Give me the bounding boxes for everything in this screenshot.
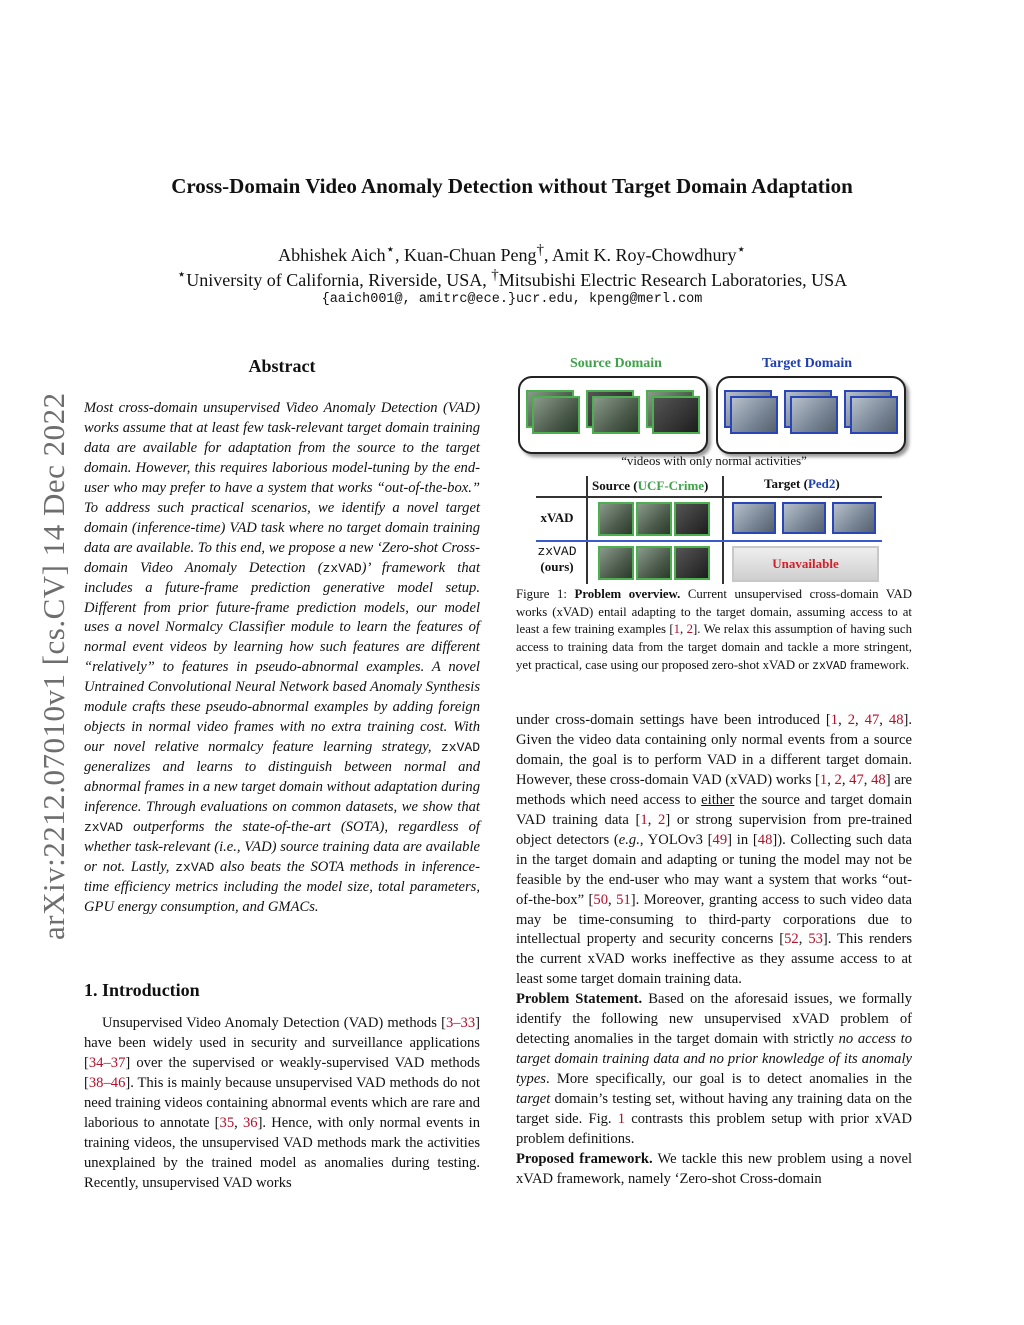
citation-link[interactable]: 48 <box>871 771 886 788</box>
affiliation-text: Mitsubishi Electric Research Laboratories, USA <box>498 270 848 290</box>
body-text: We tackle this new problem using a novel xVAD framework, namely ‘Zero-shot Cross-domain <box>516 1150 912 1187</box>
body-text: ] over the supervised or weakly-supervised VAD methods [ <box>84 1054 480 1091</box>
abstract-text: Most cross-domain unsupervised Video Anomaly Detection (VAD) works assume that at least few task-relevant target domain training data are available for adaptation from the source to the target domain. However, this requires laborious model-tuning by the end-user who may prefer to have a system that works “out-of-the-box.” To address such practical scenarios, we identify a novel target domain (inference-time) VAD task where no target domain training data are available. To this end, we propose a new ‘Zero-shot Cross-domain Video Anomaly Detection ( <box>84 400 480 576</box>
video-clip-thumbnail <box>790 396 838 434</box>
body-text: ]. This is mainly because unsupervised VAD methods do not need training videos containing abnormal events which are rare and laborious to annotate [ <box>84 1074 480 1131</box>
source-domain-panel <box>518 376 708 454</box>
caption-text: Current unsupervised cross-domain VAD works (xVAD) entail adapting to the target domain, assuming access to at least a few training examples [ <box>516 587 912 637</box>
header-text: ) <box>704 478 709 493</box>
body-text: ] are methods which need access to <box>516 771 913 808</box>
arxiv-identifier: arXiv:2212.07010v1 [cs.CV] 14 Dec 2022 <box>36 392 71 940</box>
affiliation-mark: † <box>536 242 544 258</box>
row-label-zxvad <box>532 544 582 575</box>
body-text: , <box>234 1114 243 1131</box>
header-text: ) <box>835 476 840 491</box>
body-text: . More specifically, our goal is to detect anomalies in the <box>546 1071 912 1088</box>
citation-link[interactable]: 52 <box>784 931 799 948</box>
affiliation-mark: ⋆ <box>176 267 187 283</box>
paragraph-heading: Problem Statement. <box>516 991 643 1008</box>
author-emails: {aaich001@, amitrc@ece.}ucr.edu, kpeng@merl.com <box>321 292 703 307</box>
citation-link[interactable]: 1 <box>830 712 839 728</box>
unavailable-badge: Unavailable <box>732 546 879 582</box>
table-divider <box>536 540 882 542</box>
citation-link[interactable]: 48 <box>888 712 904 728</box>
row-sublabel: (ours) <box>540 559 574 574</box>
body-text: domain’s testing set, without having any training data on the target side. Fig. <box>516 1091 912 1128</box>
citation-link[interactable]: 35 <box>219 1114 235 1131</box>
body-text: ] have been widely used in security and surveillance applications [ <box>84 1015 480 1071</box>
source-domain-label: Source Domain <box>570 356 662 371</box>
method-name: zxVAD <box>812 659 847 673</box>
emphasis: no access to target domain training data and no prior knowledge of its anomaly types <box>516 1031 912 1088</box>
author-name: Abhishek Aich <box>278 245 386 265</box>
citation-link[interactable]: 51 <box>616 891 631 908</box>
caption-label: Figure 1: <box>516 587 575 601</box>
citation-link[interactable]: 2 <box>847 712 856 728</box>
citation-link[interactable]: 1 <box>673 622 681 637</box>
abstract-body <box>84 399 480 918</box>
video-clip-thumbnail <box>732 502 776 534</box>
column-header-source <box>592 478 708 494</box>
right-column-body <box>516 711 912 1190</box>
video-clip-thumbnail <box>598 546 634 580</box>
video-clip-thumbnail <box>674 546 710 580</box>
citation-link[interactable]: 1 <box>819 771 828 788</box>
body-text: ] in [ <box>727 831 758 848</box>
method-name: zxVAD <box>440 740 480 756</box>
video-clip-thumbnail <box>598 502 634 536</box>
citation-link[interactable]: 49 <box>712 831 728 848</box>
header-text: Source ( <box>592 478 638 493</box>
citation-link[interactable]: 50 <box>593 891 609 908</box>
body-text: , YOLOv3 [ <box>639 831 713 848</box>
video-clip-thumbnail <box>652 396 700 434</box>
citation-link[interactable]: 1 <box>640 811 648 828</box>
affiliation-text: University of California, Riverside, USA, <box>186 270 492 290</box>
body-text: ] or strong supervision from pre-trained object detectors ( <box>516 811 912 848</box>
body-text: Based on the aforesaid issues, we formally identify the following new unsupervised xVAD problem of detecting anomalies in the target domain with strictly <box>516 991 913 1048</box>
video-clip-thumbnail <box>532 396 580 434</box>
paragraph <box>516 1150 912 1190</box>
method-name: zxVAD <box>322 560 362 576</box>
affiliations <box>0 265 1024 291</box>
video-clip-thumbnail <box>782 502 826 534</box>
body-text: ]). Collecting such data in the target domain and adapting or tuning the model may not be feasible by the end-user who may want a system that works “out-of-the-box” [ <box>516 831 912 908</box>
caption-title: Problem overview. <box>574 587 681 601</box>
dataset-name: UCF-Crime <box>637 478 705 493</box>
table-divider <box>536 496 882 498</box>
video-clip-thumbnail <box>636 502 672 536</box>
body-text: under cross-domain settings have been introduced [ <box>516 712 831 728</box>
paragraph <box>516 990 912 1150</box>
emphasis: target <box>516 1091 551 1108</box>
section-heading-introduction: 1. Introduction <box>84 980 200 1000</box>
video-clip-thumbnail <box>832 502 876 534</box>
author-list <box>0 240 1024 266</box>
table-divider <box>586 476 588 584</box>
citation-link[interactable]: 48 <box>757 831 773 848</box>
citation-link[interactable]: 53 <box>808 931 823 948</box>
video-clip-thumbnail <box>592 396 640 434</box>
abstract-text: outperforms the state-of-the-art (SOTA), regardless of whether task-relevant (i.e., VAD) source training data are available or not. Lastly, <box>84 819 480 875</box>
caption-text: ]. We relax this assumption of having such access to training data from the target domain and tackle a more stringent, yet practical, case using our proposed zero-shot xVAD or <box>516 622 912 672</box>
introduction-body <box>84 1014 480 1194</box>
method-name: zxVAD <box>84 820 124 836</box>
paper-title: Cross-Domain Video Anomaly Detection without Target Domain Adaptation <box>171 174 853 198</box>
caption-text: , <box>680 622 687 637</box>
target-domain-panel <box>716 376 906 454</box>
citation-link[interactable]: 34–37 <box>88 1054 126 1071</box>
paragraph: under cross-domain settings have been introduced [1, 2, 47, 48]. Given the video data containing only normal events from a source domain, the goal is to perform VAD in a different target domain. However, these cross-domain VAD (xVAD) works [1, 2, 47, 48] are methods which need access to either the source and target domain VAD training data [1, 2] or strong supervision from pre-trained object detectors (e.g., YOLOv3 [49] in [48]). Collecting such data in the target domain and adapting or tuning the model may not be feasible by the end-user who may want a system that works “out-of-the-box” [50, 51]. Moreover, granting access to such video data may be time-consuming to third-party corporations due to intellectual property and security concerns [52, 53]. This renders the current xVAD works ineffective as they assume access to at least some target domain training data. <box>516 712 913 988</box>
author-name: , Kuan-Chuan Peng <box>395 245 537 265</box>
video-clip-thumbnail <box>674 502 710 536</box>
caption-text: framework. <box>846 657 910 672</box>
paragraph-heading: Proposed framework. <box>516 1150 653 1167</box>
body-text: contrasts this problem setup with prior xVAD problem definitions. <box>516 1111 912 1148</box>
dataset-name: Ped2 <box>807 476 836 491</box>
header-text: Target ( <box>764 476 808 491</box>
column-header-target <box>764 476 840 492</box>
method-name: zxVAD <box>537 544 577 559</box>
abstract-text: )’ framework that includes a future-frame prediction generative model setup. Different from prior future-frame prediction models, our model uses a novel Normalcy Classifier module to learn the features of normal event videos by learning how such features are different “relatively” to features in pseudo-abnormal examples. A novel Untrained Convolutional Neural Network based Anomaly Synthesis module crafts these pseudo-abnormal examples by adding foreign objects in normal video frames with no extra training cost. With our novel relative normalcy feature learning strategy, <box>84 559 480 756</box>
method-name: zxVAD <box>175 859 215 875</box>
video-clip-thumbnail <box>636 546 672 580</box>
body-text: the source and target domain VAD training data [ <box>516 791 913 828</box>
figure-link[interactable]: 1 <box>617 1111 626 1128</box>
affiliation-mark: † <box>491 267 499 283</box>
citation-link[interactable]: 38–46 <box>88 1074 126 1091</box>
body-text: ]. Hence, with only normal events in training videos, the unsupervised VAD methods mark the activities unexplained by the trained model as anomalies during testing. Recently, unsupervised VAD works <box>84 1114 480 1191</box>
citation-link[interactable]: 2 <box>686 622 694 637</box>
video-clip-thumbnail <box>730 396 778 434</box>
affiliation-mark: ⋆ <box>736 242 746 258</box>
citation-link[interactable]: 3–33 <box>445 1015 476 1031</box>
emphasis: e.g. <box>618 831 640 848</box>
abstract-text: also beats the SOTA methods in inference-time efficiency metrics including the model size, total parameters, GPU energy consumption, and GMACs. <box>84 858 480 915</box>
figure-caption <box>516 586 912 676</box>
figure-problem-overview <box>516 352 912 584</box>
affiliation-mark: ⋆ <box>385 242 395 258</box>
citation-link[interactable]: 2 <box>658 811 666 828</box>
citation-link[interactable]: 47 <box>849 771 864 788</box>
target-domain-label: Target Domain <box>762 356 853 371</box>
body-text: ]. Given the video data containing only normal events from a source domain, the goal is to perform VAD in a different target domain. However, these cross-domain VAD (xVAD) works [ <box>516 712 912 788</box>
row-label-xvad: xVAD <box>540 510 574 525</box>
video-clip-thumbnail <box>850 396 898 434</box>
author-name: , Amit K. Roy-Chowdhury <box>543 245 737 265</box>
citation-link[interactable]: 36 <box>242 1114 258 1131</box>
citation-link[interactable]: 2 <box>834 771 842 788</box>
abstract-heading: Abstract <box>248 356 316 376</box>
body-text: Unsupervised Video Anomaly Detection (VAD) methods [ <box>102 1015 446 1031</box>
abstract-text: generalizes and learns to distinguish between normal and abnormal frames in a new target domain without adaptation during inference. Through evaluations on common datasets, we show that <box>84 759 480 816</box>
citation-link[interactable]: 47 <box>864 712 880 728</box>
table-divider <box>722 476 724 584</box>
body-text: ]. This renders the current xVAD works ineffective as they assume access to at least some target domain training data. <box>516 931 912 988</box>
body-text: ]. Moreover, granting access to such video data may be time-consuming to third-party corporations due to intellectual property and security concerns [ <box>516 891 912 948</box>
figure-caption-videos: “videos with only normal activities” <box>621 454 807 468</box>
emphasis: either <box>701 791 735 808</box>
